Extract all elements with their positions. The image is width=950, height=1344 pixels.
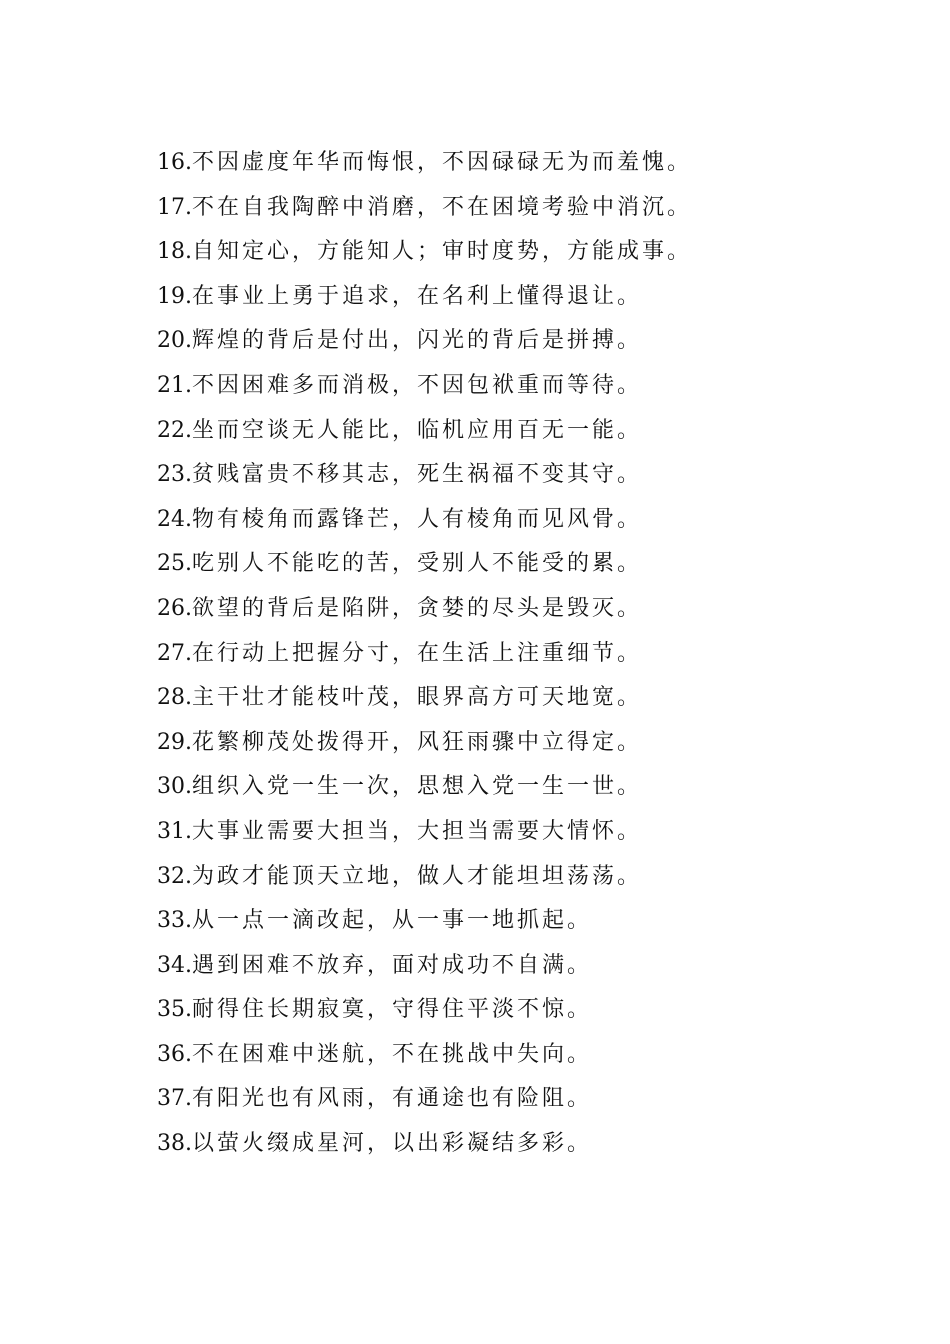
item-text: 吃别人不能吃的苦，受别人不能受的累。 (192, 551, 643, 577)
list-item (157, 141, 692, 186)
item-number: 37. (157, 1086, 192, 1112)
item-number: 18. (157, 239, 192, 265)
item-text: 花繁柳茂处拨得开，风狂雨骤中立得定。 (192, 729, 643, 755)
item-text: 组织入党一生一次，思想入党一生一世。 (192, 774, 643, 800)
list-item (157, 587, 692, 632)
item-text: 为政才能顶天立地，做人才能坦坦荡荡。 (192, 863, 643, 889)
item-number: 26. (157, 595, 192, 621)
item-number: 29. (157, 729, 192, 755)
list-item (157, 319, 692, 364)
list-item (157, 275, 692, 320)
item-text: 以萤火缀成星河，以出彩凝结多彩。 (192, 1131, 593, 1157)
list-item (157, 230, 692, 275)
list-item (157, 498, 692, 543)
item-number: 36. (157, 1041, 192, 1067)
item-number: 38. (157, 1131, 192, 1157)
item-text: 有阳光也有风雨，有通途也有险阻。 (192, 1086, 593, 1112)
list-item (157, 676, 692, 721)
item-number: 17. (157, 194, 192, 220)
item-text: 大事业需要大担当，大担当需要大情怀。 (192, 818, 643, 844)
item-number: 22. (157, 417, 192, 443)
item-number: 20. (157, 328, 192, 354)
list-item (157, 810, 692, 855)
item-text: 贫贱富贵不移其志，死生祸福不变其守。 (192, 462, 643, 488)
item-number: 21. (157, 372, 192, 398)
list-item (157, 453, 692, 498)
item-number: 35. (157, 997, 192, 1023)
item-text: 从一点一滴改起，从一事一地抓起。 (192, 908, 593, 934)
list-item (157, 364, 692, 409)
item-number: 24. (157, 506, 192, 532)
item-number: 19. (157, 283, 192, 309)
item-number: 34. (157, 952, 192, 978)
list-item (157, 765, 692, 810)
item-text: 耐得住长期寂寞，守得住平淡不惊。 (192, 997, 593, 1023)
item-number: 28. (157, 685, 192, 711)
list-item (157, 899, 692, 944)
list-item (157, 1033, 692, 1078)
item-text: 自知定心，方能知人；审时度势，方能成事。 (192, 239, 693, 265)
item-number: 23. (157, 462, 192, 488)
list-item (157, 721, 692, 766)
item-text: 欲望的背后是陷阱，贪婪的尽头是毁灭。 (192, 595, 643, 621)
list-item (157, 1077, 692, 1122)
item-number: 32. (157, 863, 192, 889)
list-item (157, 1122, 692, 1167)
list-item (157, 632, 692, 677)
item-text: 坐而空谈无人能比，临机应用百无一能。 (192, 417, 643, 443)
item-text: 不在自我陶醉中消磨，不在困境考验中消沉。 (192, 194, 693, 220)
item-number: 30. (157, 774, 192, 800)
list-item (157, 542, 692, 587)
list-item (157, 944, 692, 989)
item-text: 不因虚度年华而悔恨，不因碌碌无为而羞愧。 (192, 150, 693, 175)
item-number: 27. (157, 640, 192, 666)
item-text: 不在困难中迷航，不在挑战中失向。 (192, 1041, 593, 1067)
item-text: 辉煌的背后是付出，闪光的背后是拼搏。 (192, 328, 643, 354)
item-number: 33. (157, 908, 192, 934)
item-text: 在事业上勇于追求，在名利上懂得退让。 (192, 283, 643, 309)
list-item (157, 855, 692, 900)
item-text: 主干壮才能枝叶茂，眼界高方可天地宽。 (192, 685, 643, 711)
list-item (157, 186, 692, 231)
item-number: 25. (157, 551, 192, 577)
item-text: 在行动上把握分寸，在生活上注重细节。 (192, 640, 643, 666)
list-item (157, 988, 692, 1033)
item-text: 不因困难多而消极，不因包袱重而等待。 (192, 372, 643, 398)
item-number: 31. (157, 818, 192, 844)
item-number: 16. (157, 150, 192, 175)
list-item (157, 409, 692, 454)
item-text: 遇到困难不放弃，面对成功不自满。 (192, 952, 593, 978)
item-text: 物有棱角而露锋芒，人有棱角而见风骨。 (192, 506, 643, 532)
quote-list (157, 141, 692, 1167)
